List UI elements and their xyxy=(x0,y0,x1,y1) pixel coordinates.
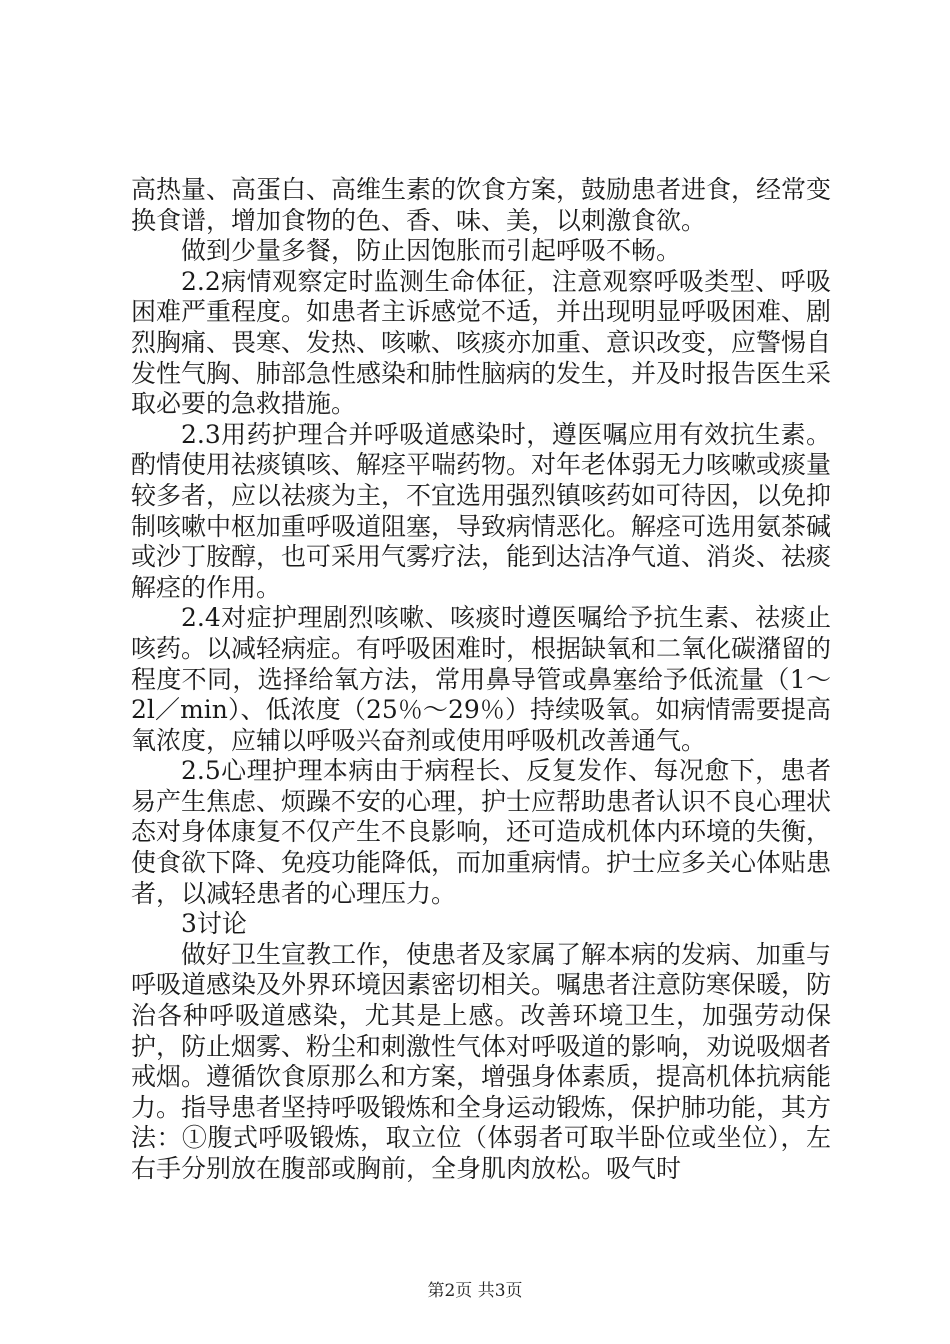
paragraph-psychological-care: 2.5心理护理本病由于病程长、反复发作、每况愈下，患者易产生焦虑、烦躁不安的心理，护士应帮助患者认识不良心理状态对身体康复不仅产生不良影响，还可造成机体内环境的失衡，使食欲下降、免疫功能降低，而加重病情。护士应多关心体贴患者，以减轻患者的心理压力。 xyxy=(131,756,832,908)
paragraph-symptomatic-care: 2.4对症护理剧烈咳嗽、咳痰时遵医嘱给予抗生素、祛痰止咳药。以减轻病症。有呼吸困难时，根据缺氧和二氧化碳潴留的程度不同，选择给氧方法，常用鼻导管或鼻塞给予低流量（1～2l／min）、低浓度（25％～29％）持续吸氧。如病情需要提高氧浓度，应辅以呼吸兴奋剂或使用呼吸机改善通气。 xyxy=(131,603,832,755)
paragraph-medication-care: 2.3用药护理合并呼吸道感染时，遵医嘱应用有效抗生素。酌情使用祛痰镇咳、解痉平喘药物。对年老体弱无力咳嗽或痰量较多者，应以祛痰为主，不宜选用强烈镇咳药如可待因，以免抑制咳嗽中枢加重呼吸道阻塞，导致病情恶化。解痉可选用氨茶碱或沙丁胺醇，也可采用气雾疗法，能到达洁净气道、消炎、祛痰解痉的作用。 xyxy=(131,419,832,602)
paragraph-diet-plan: 高热量、高蛋白、高维生素的饮食方案，鼓励患者进食，经常变换食谱，增加食物的色、香、味、美，以刺激食欲。 xyxy=(131,175,832,235)
paragraph-discussion: 做好卫生宣教工作，使患者及家属了解本病的发病、加重与呼吸道感染及外界环境因素密切相关。嘱患者注意防寒保暖，防治各种呼吸道感染，尤其是上感。改善环境卫生，加强劳动保护，防止烟雾、粉尘和刺激性气体对呼吸道的影响，劝说吸烟者戒烟。遵循饮食原那么和方案，增强身体素质，提高机体抗病能力。指导患者坚持呼吸锻炼和全身运动锻炼，保护肺功能，其方法：①腹式呼吸锻炼，取立位（体弱者可取半卧位或坐位），左右手分别放在腹部或胸前，全身肌肉放松。吸气时 xyxy=(131,939,832,1183)
paragraph-condition-observation: 2.2病情观察定时监测生命体征，注意观察呼吸类型、呼吸困难严重程度。如患者主诉感觉不适，并出现明显呼吸困难、剧烈胸痛、畏寒、发热、咳嗽、咳痰亦加重、意识改变，应警惕自发性气胸、肺部急性感染和肺性脑病的发生，并及时报告医生采取必要的急救措施。 xyxy=(131,266,832,419)
page-footer: 第2页 共3页 xyxy=(427,1281,523,1301)
document-body xyxy=(131,175,831,1185)
section-heading-discussion: 3讨论 xyxy=(181,909,247,939)
paragraph-small-meals: 做到少量多餐，防止因饱胀而引起呼吸不畅。 xyxy=(181,236,682,266)
